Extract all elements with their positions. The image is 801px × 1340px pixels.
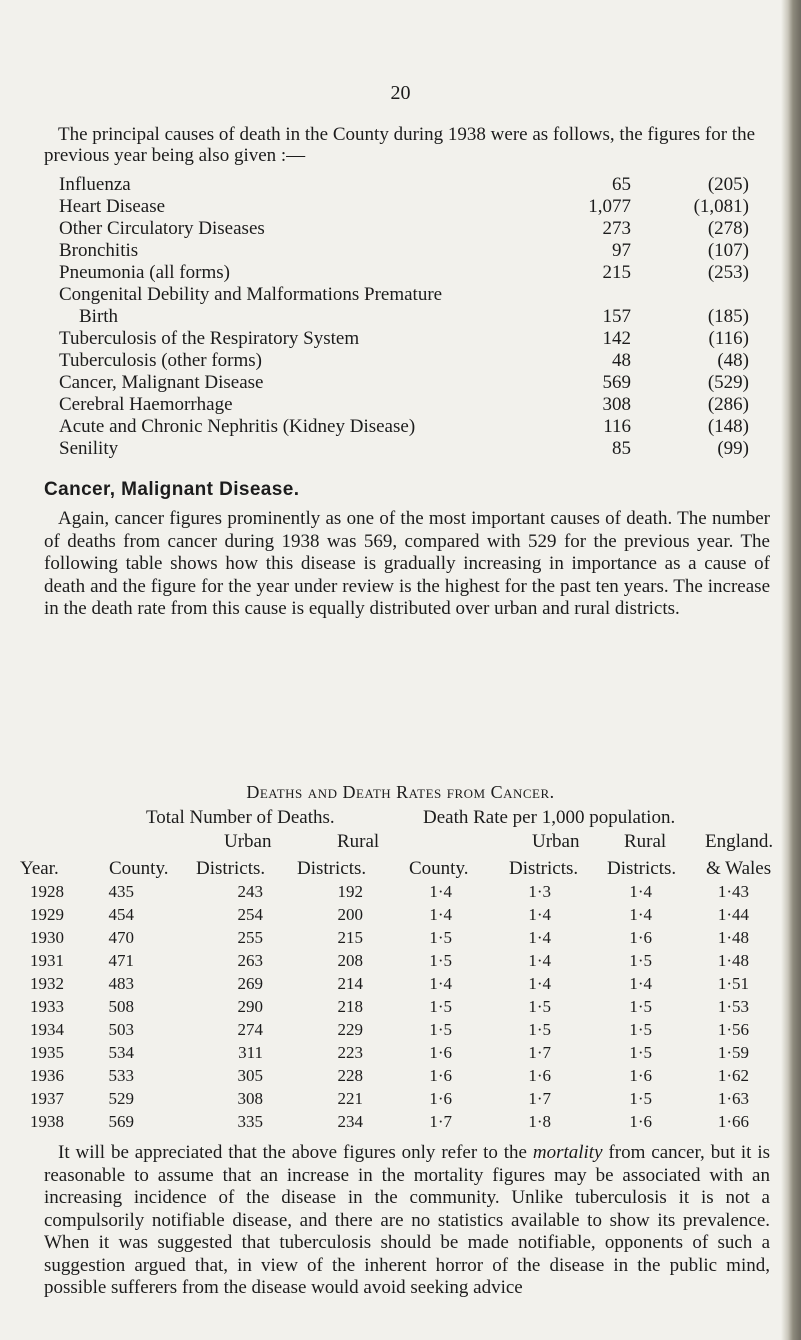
table-cell: 1·4 bbox=[528, 928, 551, 947]
table-cell: 1·53 bbox=[717, 997, 749, 1016]
table-cell: 1·6 bbox=[528, 1066, 551, 1085]
table-cell: 1928 bbox=[30, 882, 64, 901]
cause-deaths-1938: 1,077 bbox=[588, 196, 631, 217]
table-cell: 200 bbox=[337, 905, 363, 924]
table-cell: 1·6 bbox=[629, 1066, 652, 1085]
table-cell: 470 bbox=[108, 928, 134, 947]
table-cell: 1·5 bbox=[429, 928, 452, 947]
cause-row bbox=[59, 174, 749, 196]
cause-deaths-previous: (48) bbox=[717, 350, 749, 371]
table-row bbox=[0, 1018, 801, 1041]
cause-label: Influenza bbox=[59, 174, 131, 195]
table-row bbox=[0, 949, 801, 972]
closing-paragraph bbox=[44, 1142, 770, 1300]
table-cell: 243 bbox=[237, 882, 263, 901]
cause-deaths-1938: 273 bbox=[602, 218, 631, 239]
table-cell: 1·7 bbox=[528, 1043, 551, 1062]
table-cell: 1·5 bbox=[429, 997, 452, 1016]
table-cell: 1936 bbox=[30, 1066, 64, 1085]
table-cell: 1·4 bbox=[429, 974, 452, 993]
table-cell: 1·5 bbox=[629, 997, 652, 1016]
cause-label: Bronchitis bbox=[59, 240, 139, 261]
cancer-paragraph bbox=[44, 508, 770, 621]
table-sub-urban-deaths: Urban bbox=[224, 831, 272, 852]
table-cell: 508 bbox=[108, 997, 134, 1016]
cause-deaths-1938: 116 bbox=[603, 416, 631, 437]
cancer-paragraph-text: Again, cancer figures prominently as one of the most important causes of death. The number of deaths from cancer during 1938 was 569, compared with 529 for the previous year. The following table shows how this disease is gradually increasing in importance as a cause of death and the figure for the year under review is the highest for the past ten years. The increase in the death rate from this cause is equally distributed over urban and rural districts. bbox=[44, 508, 770, 619]
table-cell: 1938 bbox=[30, 1112, 64, 1131]
table-cell: 1·4 bbox=[429, 882, 452, 901]
table-cell: 1·63 bbox=[717, 1089, 749, 1108]
table-cell: 1931 bbox=[30, 951, 64, 970]
table-cell: 215 bbox=[337, 928, 363, 947]
table-row bbox=[0, 1041, 801, 1064]
table-cell: 1·5 bbox=[629, 1089, 652, 1108]
table-cell: 269 bbox=[237, 974, 263, 993]
cause-label: Tuberculosis (other forms) bbox=[59, 350, 262, 371]
table-cell: 483 bbox=[108, 974, 134, 993]
table-cell: 1932 bbox=[30, 974, 64, 993]
cause-row bbox=[59, 416, 749, 438]
cause-row bbox=[59, 240, 749, 262]
table-cell: 533 bbox=[108, 1066, 134, 1085]
table-cell: 192 bbox=[337, 882, 363, 901]
cause-deaths-1938: 157 bbox=[602, 306, 631, 327]
table-cell: 1·51 bbox=[717, 974, 749, 993]
cause-label: Pneumonia (all forms) bbox=[59, 262, 230, 283]
table-cell: 1·7 bbox=[429, 1112, 452, 1131]
table-column-header: County. bbox=[109, 858, 169, 879]
intro-text: The principal causes of death in the County during 1938 were as follows, the figures for the previous year being also given :— bbox=[44, 124, 756, 166]
table-cell: 1·5 bbox=[629, 1043, 652, 1062]
closing-text bbox=[44, 1142, 770, 1300]
table-cell: 1·5 bbox=[629, 1020, 652, 1039]
table-cell: 221 bbox=[337, 1089, 363, 1108]
table-cell: 1·3 bbox=[528, 882, 551, 901]
table-cell: 1·6 bbox=[629, 1112, 652, 1131]
cause-deaths-1938: 85 bbox=[612, 438, 631, 459]
table-cell: 1·4 bbox=[528, 951, 551, 970]
table-cell: 255 bbox=[237, 928, 263, 947]
table-cell: 1·5 bbox=[429, 1020, 452, 1039]
table-column-header: Districts. bbox=[607, 858, 677, 879]
table-cell: 335 bbox=[237, 1112, 263, 1131]
table-cell: 208 bbox=[337, 951, 363, 970]
table-sub-england: England. bbox=[705, 831, 774, 852]
cause-row bbox=[59, 394, 749, 416]
table-column-header: Districts. bbox=[297, 858, 367, 879]
table-cell: 1·7 bbox=[528, 1089, 551, 1108]
closing-text-start: It will be appreciated that the above figures only refer to the bbox=[58, 1142, 533, 1163]
cause-row bbox=[59, 218, 749, 240]
cause-label: Acute and Chronic Nephritis (Kidney Disease) bbox=[59, 416, 416, 437]
cause-deaths-previous: (148) bbox=[707, 416, 749, 437]
table-cell: 1·5 bbox=[528, 1020, 551, 1039]
table-cell: 1·6 bbox=[429, 1043, 452, 1062]
table-column-header: Districts. bbox=[196, 858, 266, 879]
table-cell: 1·48 bbox=[717, 928, 749, 947]
table-cell: 1·5 bbox=[528, 997, 551, 1016]
cause-deaths-previous: (107) bbox=[707, 240, 749, 261]
table-row bbox=[0, 1064, 801, 1087]
cause-label: Cerebral Haemorrhage bbox=[59, 394, 233, 415]
cause-deaths-1938: 142 bbox=[602, 328, 631, 349]
table-cell: 503 bbox=[108, 1020, 134, 1039]
table-cell: 1·4 bbox=[429, 905, 452, 924]
table-cell: 1·44 bbox=[717, 905, 749, 924]
cause-deaths-1938: 97 bbox=[612, 240, 631, 261]
table-cell: 1·62 bbox=[717, 1066, 749, 1085]
table-cell: 471 bbox=[108, 951, 134, 970]
table-column-header: Districts. bbox=[509, 858, 579, 879]
table-cell: 308 bbox=[237, 1089, 263, 1108]
cause-row bbox=[59, 328, 749, 350]
table-cell: 435 bbox=[108, 882, 134, 901]
table-cell: 1937 bbox=[30, 1089, 64, 1108]
table-sub-urban-rates: Urban bbox=[532, 831, 580, 852]
table-cell: 1·4 bbox=[629, 974, 652, 993]
table-cell: 254 bbox=[237, 905, 263, 924]
cause-label-continued: Birth bbox=[79, 306, 119, 327]
table-cell: 1·43 bbox=[717, 882, 749, 901]
table-cell: 234 bbox=[337, 1112, 363, 1131]
table-cell: 1933 bbox=[30, 997, 64, 1016]
page-edge-shadow bbox=[781, 0, 801, 1340]
table-sub-rural-deaths: Rural bbox=[337, 831, 380, 852]
cancer-table-body bbox=[0, 880, 801, 1133]
table-cell: 1·8 bbox=[528, 1112, 551, 1131]
table-cell: 1·56 bbox=[717, 1020, 749, 1039]
cause-label: Cancer, Malignant Disease bbox=[59, 372, 264, 393]
table-group-rates: Death Rate per 1,000 population. bbox=[423, 807, 676, 828]
closing-text-end: from cancer, but it is reasonable to assume that an increase in the mortality figures may be associated with an increasing incidence of the disease in the community. Unlike tuberculosis it is not a compulsorily notifiable disease, and there are no statistics available to show its prevalence. When it was suggested that tuberculosis should be made notifiable, opponents of such a suggestion argued that, in view of the inherent horror of the disease in the public mind, possible sufferers from the disease would avoid seeking advice bbox=[44, 1142, 771, 1298]
table-cell: 1·48 bbox=[717, 951, 749, 970]
cause-label: Heart Disease bbox=[59, 196, 166, 217]
table-cell: 1930 bbox=[30, 928, 64, 947]
cause-deaths-previous: (99) bbox=[717, 438, 749, 459]
table-sub-rural-rates: Rural bbox=[624, 831, 667, 852]
table-cell: 228 bbox=[337, 1066, 363, 1085]
cause-label: Other Circulatory Diseases bbox=[59, 218, 265, 239]
table-cell: 305 bbox=[237, 1066, 263, 1085]
page-number: 20 bbox=[390, 82, 411, 104]
intro-paragraph bbox=[44, 124, 770, 166]
cause-label: Senility bbox=[59, 438, 119, 459]
cause-deaths-1938: 308 bbox=[602, 394, 631, 415]
table-title: Deaths and Death Rates from Cancer. bbox=[246, 782, 555, 802]
table-cell: 1934 bbox=[30, 1020, 64, 1039]
section-heading: Cancer, Malignant Disease. bbox=[44, 479, 300, 500]
cause-deaths-previous: (185) bbox=[707, 306, 749, 327]
table-cell: 1929 bbox=[30, 905, 64, 924]
table-cell: 1·66 bbox=[717, 1112, 749, 1131]
table-cell: 1·4 bbox=[629, 905, 652, 924]
cause-deaths-1938: 215 bbox=[602, 262, 631, 283]
table-column-header: Year. bbox=[20, 858, 59, 879]
table-row bbox=[0, 1087, 801, 1110]
table-cell: 454 bbox=[108, 905, 134, 924]
table-cell: 229 bbox=[337, 1020, 363, 1039]
table-row bbox=[0, 995, 801, 1018]
table-row bbox=[0, 903, 801, 926]
cause-deaths-previous: (278) bbox=[707, 218, 749, 239]
table-cell: 274 bbox=[237, 1020, 263, 1039]
table-cell: 290 bbox=[237, 997, 263, 1016]
cause-deaths-previous: (286) bbox=[707, 394, 749, 415]
cause-deaths-1938: 48 bbox=[612, 350, 631, 371]
cause-row bbox=[59, 196, 749, 218]
table-column-header: & Wales bbox=[706, 858, 772, 879]
table-cell: 1·4 bbox=[528, 905, 551, 924]
cause-label: Tuberculosis of the Respiratory System bbox=[59, 328, 360, 349]
table-cell: 218 bbox=[337, 997, 363, 1016]
table-row bbox=[0, 1110, 801, 1133]
table-cell: 534 bbox=[108, 1043, 134, 1062]
cause-deaths-previous: (529) bbox=[707, 372, 749, 393]
causes-of-death-list bbox=[59, 174, 749, 460]
table-row bbox=[0, 972, 801, 995]
cause-label: Congenital Debility and Malformations Premature bbox=[59, 284, 443, 305]
cause-deaths-previous: (116) bbox=[708, 328, 749, 349]
table-cell: 1·59 bbox=[717, 1043, 749, 1062]
cause-deaths-1938: 65 bbox=[612, 174, 631, 195]
table-cell: 1935 bbox=[30, 1043, 64, 1062]
cause-deaths-previous: (253) bbox=[707, 262, 749, 283]
table-cell: 1·5 bbox=[629, 951, 652, 970]
cause-row bbox=[59, 438, 749, 460]
table-row bbox=[0, 880, 801, 903]
table-column-header: County. bbox=[409, 858, 469, 879]
table-cell: 223 bbox=[337, 1043, 363, 1062]
table-cell: 263 bbox=[237, 951, 263, 970]
table-cell: 1·6 bbox=[629, 928, 652, 947]
cause-row bbox=[59, 284, 749, 328]
cause-row bbox=[59, 372, 749, 394]
table-cell: 569 bbox=[108, 1112, 134, 1131]
closing-emphasis: mortality bbox=[532, 1142, 603, 1163]
table-row bbox=[0, 926, 801, 949]
cause-deaths-1938: 569 bbox=[602, 372, 631, 393]
cause-deaths-previous: (205) bbox=[707, 174, 749, 195]
table-cell: 1·5 bbox=[429, 951, 452, 970]
table-cell: 1·4 bbox=[629, 882, 652, 901]
table-cell: 214 bbox=[337, 974, 363, 993]
cause-row bbox=[59, 262, 749, 284]
cause-row bbox=[59, 350, 749, 372]
table-cell: 529 bbox=[108, 1089, 134, 1108]
table-cell: 1·4 bbox=[528, 974, 551, 993]
table-cell: 311 bbox=[238, 1043, 263, 1062]
table-cell: 1·6 bbox=[429, 1089, 452, 1108]
table-cell: 1·6 bbox=[429, 1066, 452, 1085]
table-group-deaths: Total Number of Deaths. bbox=[146, 807, 335, 828]
cause-deaths-previous: (1,081) bbox=[693, 196, 749, 217]
